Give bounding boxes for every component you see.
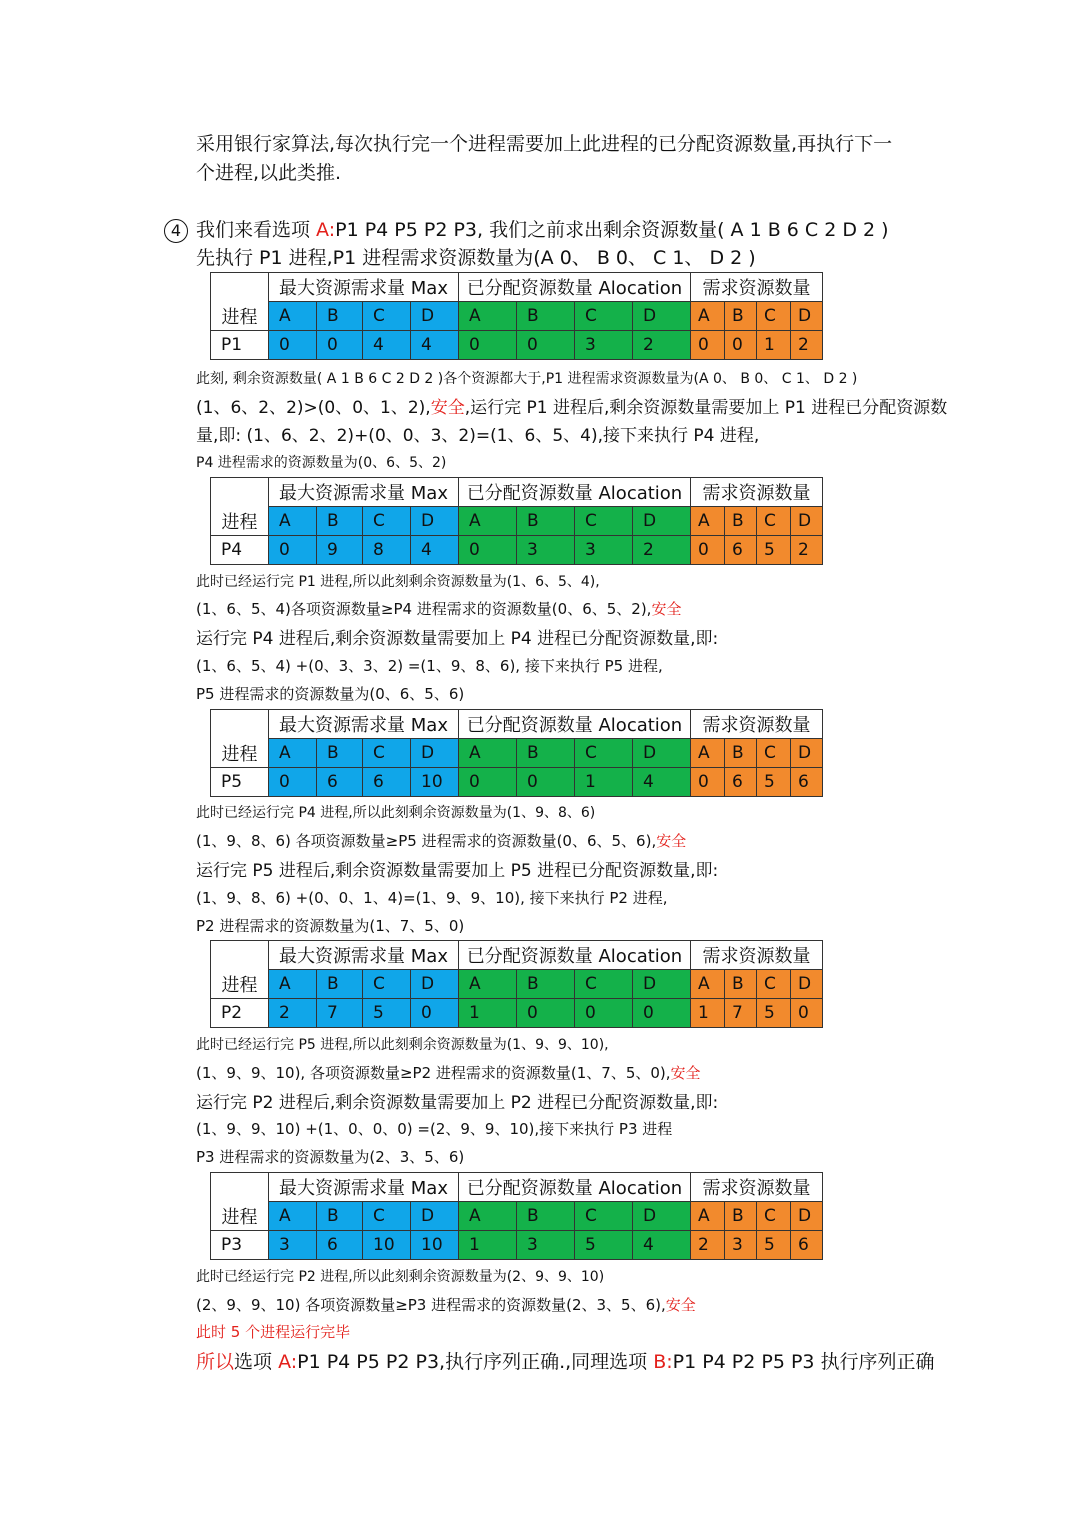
max-col-c: C: [363, 739, 411, 768]
alloc-col-c: C: [575, 1202, 633, 1231]
block2-line-4: (1、6、5、4) +(0、3、3、2) =(1、9、8、6), 接下来执行 P5 进程,: [196, 657, 663, 675]
max-col-c: C: [363, 507, 411, 536]
block2-line-1: 此时已经运行完 P1 进程,所以此刻剩余资源数量为(1、6、5、4),: [196, 574, 600, 590]
safe-label: 安全: [651, 600, 682, 618]
max-col-a: A: [269, 507, 317, 536]
option-b-label: B:: [653, 1351, 673, 1373]
need-col-a: A: [691, 1202, 725, 1231]
need-value: 2: [791, 331, 823, 360]
alloc-value: 0: [517, 999, 575, 1028]
alloc-value: 0: [459, 536, 517, 565]
process-id: P2: [211, 999, 269, 1028]
header-max: 最大资源需求量 Max: [269, 710, 459, 739]
need-col-b: B: [725, 739, 757, 768]
block2-line-3: 运行完 P4 进程后,剩余资源数量需要加上 P4 进程已分配资源数量,即:: [196, 629, 719, 649]
corner-cell: [211, 478, 269, 507]
max-col-b: B: [317, 302, 363, 331]
max-col-d: D: [411, 970, 459, 999]
resource-table-p1: [210, 272, 823, 360]
alloc-value: 0: [517, 331, 575, 360]
option-a-label: A:: [278, 1351, 298, 1373]
need-col-d: D: [791, 302, 823, 331]
block4-line-1: 此时已经运行完 P5 进程,所以此刻剩余资源数量为(1、9、9、10),: [196, 1037, 609, 1053]
alloc-col-c: C: [575, 507, 633, 536]
header-process: 进程: [211, 739, 269, 768]
header-alloc: 已分配资源数量 Alocation: [459, 478, 691, 507]
need-col-c: C: [757, 739, 791, 768]
need-col-b: B: [725, 507, 757, 536]
header-need: 需求资源数量: [691, 710, 823, 739]
block4-line-2: (1、9、9、10), 各项资源数量≥P2 进程需求的资源数量(1、7、5、0),安全: [196, 1064, 701, 1082]
alloc-col-d: D: [633, 739, 691, 768]
block1-line-3: 量,即: (1、6、2、2)+(0、0、3、2)=(1、6、5、4),接下来执行 P4 进程,: [196, 426, 760, 446]
alloc-col-b: B: [517, 507, 575, 536]
need-col-c: C: [757, 302, 791, 331]
block3-line-5: P2 进程需求的资源数量为(1、7、5、0): [196, 917, 465, 935]
block1-line-4: P4 进程需求的资源数量为(0、6、5、2): [196, 455, 447, 471]
safe-label: 安全: [670, 1064, 701, 1082]
alloc-value: 2: [633, 536, 691, 565]
need-col-b: B: [725, 970, 757, 999]
safe-label: 安全: [665, 1296, 696, 1314]
max-value: 2: [269, 999, 317, 1028]
intro-line-1: 采用银行家算法,每次执行完一个进程需要加上此进程的已分配资源数量,再执行下一: [196, 133, 893, 155]
alloc-value: 2: [633, 331, 691, 360]
need-value: 6: [725, 768, 757, 797]
need-col-c: C: [757, 507, 791, 536]
need-value: 5: [757, 536, 791, 565]
safe-label: 安全: [430, 398, 465, 418]
process-id: P1: [211, 331, 269, 360]
need-value: 0: [791, 999, 823, 1028]
max-value: 8: [363, 536, 411, 565]
completion-note: 此时 5 个进程运行完毕: [196, 1323, 351, 1341]
max-value: 7: [317, 999, 363, 1028]
alloc-col-b: B: [517, 302, 575, 331]
max-col-c: C: [363, 970, 411, 999]
max-col-b: B: [317, 739, 363, 768]
header-need: 需求资源数量: [691, 478, 823, 507]
resource-table-p2: [210, 940, 823, 1028]
need-value: 6: [791, 768, 823, 797]
need-col-a: A: [691, 970, 725, 999]
intro-line-2: 个进程,以此类推.: [196, 162, 342, 184]
alloc-value: 1: [575, 768, 633, 797]
corner-cell: [211, 273, 269, 302]
alloc-col-c: C: [575, 302, 633, 331]
need-col-c: C: [757, 1202, 791, 1231]
max-value: 10: [411, 768, 459, 797]
need-col-a: A: [691, 302, 725, 331]
alloc-col-d: D: [633, 302, 691, 331]
block5-line-2: (2、9、9、10) 各项资源数量≥P3 进程需求的资源数量(2、3、5、6),安全: [196, 1296, 696, 1314]
max-value: 4: [363, 331, 411, 360]
max-col-d: D: [411, 507, 459, 536]
process-id: P5: [211, 768, 269, 797]
max-value: 5: [363, 999, 411, 1028]
process-id: P3: [211, 1231, 269, 1260]
need-col-b: B: [725, 302, 757, 331]
need-value: 5: [757, 768, 791, 797]
max-col-b: B: [317, 1202, 363, 1231]
max-value: 4: [411, 536, 459, 565]
safe-label: 安全: [656, 832, 687, 850]
need-col-d: D: [791, 970, 823, 999]
header-alloc: 已分配资源数量 Alocation: [459, 941, 691, 970]
max-value: 0: [317, 331, 363, 360]
alloc-value: 1: [459, 999, 517, 1028]
alloc-value: 3: [575, 331, 633, 360]
max-col-d: D: [411, 739, 459, 768]
step-heading: 我们来看选项 A:P1 P4 P5 P2 P3, 我们之前求出剩余资源数量( A 1 B 6 C 2 D 2 ): [196, 219, 889, 241]
need-value: 1: [757, 331, 791, 360]
alloc-value: 5: [575, 1231, 633, 1260]
process-id: P4: [211, 536, 269, 565]
alloc-col-c: C: [575, 970, 633, 999]
alloc-value: 0: [633, 999, 691, 1028]
max-value: 0: [269, 768, 317, 797]
max-col-c: C: [363, 1202, 411, 1231]
alloc-col-d: D: [633, 1202, 691, 1231]
need-value: 0: [691, 331, 725, 360]
max-value: 4: [411, 331, 459, 360]
need-col-a: A: [691, 739, 725, 768]
alloc-col-b: B: [517, 1202, 575, 1231]
alloc-col-d: D: [633, 970, 691, 999]
alloc-value: 0: [517, 768, 575, 797]
max-col-c: C: [363, 302, 411, 331]
need-value: 2: [791, 536, 823, 565]
alloc-value: 3: [575, 536, 633, 565]
max-col-a: A: [269, 970, 317, 999]
need-col-d: D: [791, 1202, 823, 1231]
block4-line-3: 运行完 P2 进程后,剩余资源数量需要加上 P2 进程已分配资源数量,即:: [196, 1093, 719, 1113]
max-value: 3: [269, 1231, 317, 1260]
max-col-d: D: [411, 302, 459, 331]
alloc-col-a: A: [459, 739, 517, 768]
header-process: 进程: [211, 970, 269, 999]
max-value: 0: [269, 331, 317, 360]
header-max: 最大资源需求量 Max: [269, 1173, 459, 1202]
alloc-col-b: B: [517, 739, 575, 768]
max-col-a: A: [269, 1202, 317, 1231]
block3-line-3: 运行完 P5 进程后,剩余资源数量需要加上 P5 进程已分配资源数量,即:: [196, 861, 719, 881]
header-alloc: 已分配资源数量 Alocation: [459, 710, 691, 739]
corner-cell: [211, 1173, 269, 1202]
block3-line-2: (1、9、8、6) 各项资源数量≥P5 进程需求的资源数量(0、6、5、6),安全: [196, 832, 687, 850]
header-max: 最大资源需求量 Max: [269, 273, 459, 302]
need-col-b: B: [725, 1202, 757, 1231]
max-col-a: A: [269, 739, 317, 768]
corner-cell: [211, 710, 269, 739]
step-line-2: 先执行 P1 进程,P1 进程需求资源数量为(A 0、 B 0、 C 1、 D 2 ): [196, 247, 756, 269]
alloc-value: 3: [517, 1231, 575, 1260]
header-alloc: 已分配资源数量 Alocation: [459, 273, 691, 302]
need-col-a: A: [691, 507, 725, 536]
max-col-a: A: [269, 302, 317, 331]
alloc-col-a: A: [459, 970, 517, 999]
alloc-col-d: D: [633, 507, 691, 536]
conclusion-line: 所以选项 A:P1 P4 P5 P2 P3,执行序列正确.,同理选项 B:P1 P4 P2 P5 P3 执行序列正确: [196, 1351, 935, 1373]
block2-line-5: P5 进程需求的资源数量为(0、6、5、6): [196, 685, 465, 703]
alloc-col-a: A: [459, 1202, 517, 1231]
block3-line-4: (1、9、8、6) +(0、0、1、4)=(1、9、9、10), 接下来执行 P2 进程,: [196, 889, 668, 907]
resource-table-p3: [210, 1172, 823, 1260]
header-alloc: 已分配资源数量 Alocation: [459, 1173, 691, 1202]
resource-table-p5: [210, 709, 823, 797]
alloc-col-c: C: [575, 739, 633, 768]
alloc-value: 3: [517, 536, 575, 565]
header-need: 需求资源数量: [691, 273, 823, 302]
max-value: 0: [411, 999, 459, 1028]
alloc-value: 4: [633, 1231, 691, 1260]
max-col-b: B: [317, 507, 363, 536]
need-value: 7: [725, 999, 757, 1028]
block4-line-4: (1、9、9、10) +(1、0、0、0) =(2、9、9、10),接下来执行 P3 进程: [196, 1120, 673, 1138]
need-value: 0: [725, 331, 757, 360]
max-value: 6: [363, 768, 411, 797]
need-col-d: D: [791, 507, 823, 536]
need-col-d: D: [791, 739, 823, 768]
block2-line-2: (1、6、5、4)各项资源数量≥P4 进程需求的资源数量(0、6、5、2),安全: [196, 600, 682, 618]
alloc-value: 1: [459, 1231, 517, 1260]
option-a-label: A:: [316, 219, 336, 241]
block1-line-1: 此刻, 剩余资源数量( A 1 B 6 C 2 D 2 )各个资源都大于,P1 进程需求资源数量为(A 0、 B 0、 C 1、 D 2 ): [196, 371, 858, 387]
header-process: 进程: [211, 302, 269, 331]
max-value: 10: [411, 1231, 459, 1260]
header-process: 进程: [211, 507, 269, 536]
max-col-b: B: [317, 970, 363, 999]
need-value: 2: [691, 1231, 725, 1260]
need-value: 1: [691, 999, 725, 1028]
max-value: 6: [317, 1231, 363, 1260]
header-process: 进程: [211, 1202, 269, 1231]
resource-table-p4: [210, 477, 823, 565]
alloc-value: 4: [633, 768, 691, 797]
step-number-marker: 4: [164, 219, 188, 243]
header-need: 需求资源数量: [691, 941, 823, 970]
max-value: 0: [269, 536, 317, 565]
max-value: 6: [317, 768, 363, 797]
alloc-col-a: A: [459, 507, 517, 536]
need-value: 5: [757, 999, 791, 1028]
block1-line-2: (1、6、2、2)>(0、0、1、2),安全,运行完 P1 进程后,剩余资源数量需要加上 P1 进程已分配资源数: [196, 398, 948, 418]
need-value: 0: [691, 536, 725, 565]
max-value: 9: [317, 536, 363, 565]
header-max: 最大资源需求量 Max: [269, 941, 459, 970]
need-value: 5: [757, 1231, 791, 1260]
alloc-value: 0: [459, 768, 517, 797]
block5-line-1: 此时已经运行完 P2 进程,所以此刻剩余资源数量为(2、9、9、10): [196, 1269, 605, 1285]
max-col-d: D: [411, 1202, 459, 1231]
corner-cell: [211, 941, 269, 970]
need-value: 6: [725, 536, 757, 565]
need-value: 0: [691, 768, 725, 797]
header-need: 需求资源数量: [691, 1173, 823, 1202]
need-col-c: C: [757, 970, 791, 999]
header-max: 最大资源需求量 Max: [269, 478, 459, 507]
block4-line-5: P3 进程需求的资源数量为(2、3、5、6): [196, 1148, 465, 1166]
block3-line-1: 此时已经运行完 P4 进程,所以此刻剩余资源数量为(1、9、8、6): [196, 805, 596, 821]
alloc-col-b: B: [517, 970, 575, 999]
need-value: 6: [791, 1231, 823, 1260]
need-value: 3: [725, 1231, 757, 1260]
alloc-value: 0: [459, 331, 517, 360]
alloc-value: 0: [575, 999, 633, 1028]
max-value: 10: [363, 1231, 411, 1260]
alloc-col-a: A: [459, 302, 517, 331]
